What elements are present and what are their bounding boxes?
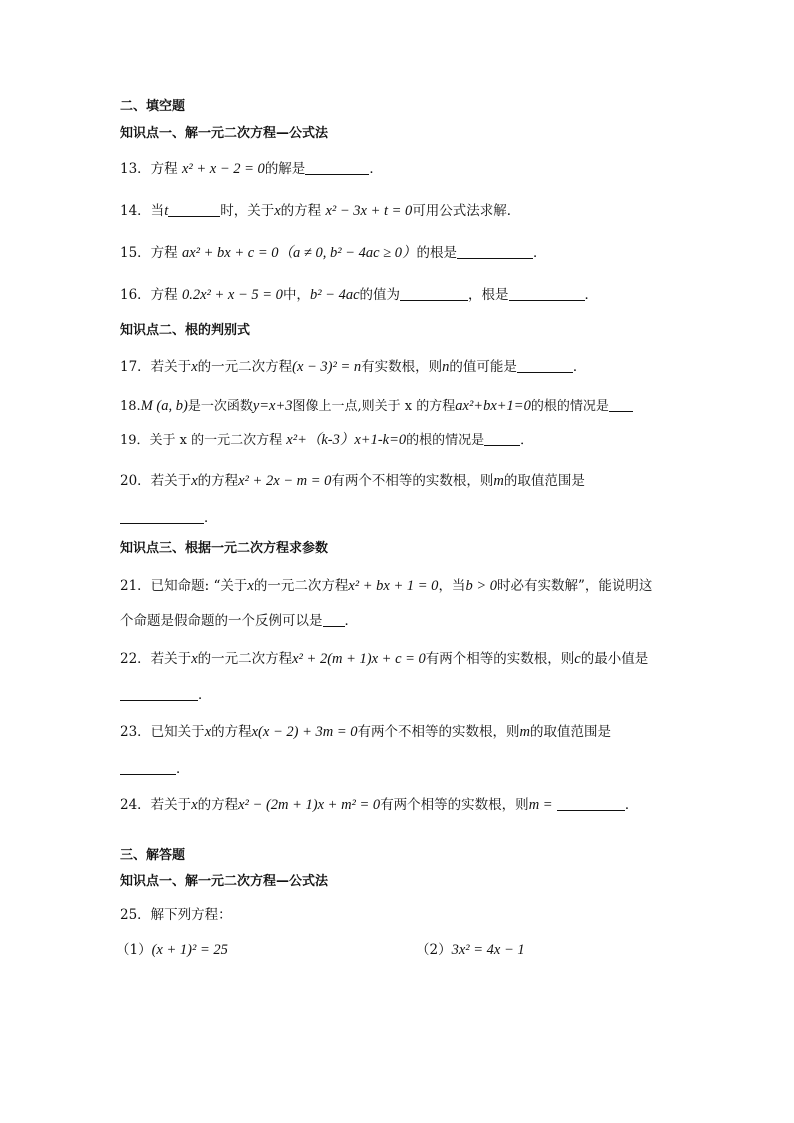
- q14-var: t: [164, 203, 169, 219]
- question-23-answer-line: [120, 760, 190, 778]
- q19-end: ．: [520, 433, 534, 448]
- q19-label: 19．关于 x 的一元二次方程: [120, 433, 283, 448]
- q19-tail: 的根的情况是: [406, 433, 485, 448]
- q19-blank[interactable]: [484, 431, 520, 446]
- q22-mid: 的一元二次方程: [197, 651, 293, 667]
- q18-tail: 的根的情况是: [530, 399, 609, 414]
- q23-mid2: 有两个不相等的实数根，则: [357, 724, 520, 740]
- q18-blank[interactable]: [609, 397, 633, 412]
- q23-blank[interactable]: [120, 760, 176, 775]
- question-19: [120, 431, 533, 450]
- question-22: [120, 650, 648, 668]
- q22-end: ．: [198, 687, 212, 703]
- q23-var2: m: [519, 724, 530, 740]
- knowledge-point-3: 知识点三、根据一元二次方程求参数: [120, 541, 329, 556]
- question-21-line-2: [120, 612, 358, 630]
- q18-label: 18.: [120, 399, 141, 414]
- question-25-part-2: [416, 941, 525, 959]
- q25-part1-equation: (x + 1)² = 25: [151, 942, 228, 958]
- q21-var: x: [247, 578, 254, 594]
- q17-tail: 的值可能是: [449, 359, 517, 375]
- q20-blank[interactable]: [120, 509, 204, 524]
- q13-equation: x² + x − 2 = 0: [181, 161, 265, 177]
- q23-mid: 的方程: [211, 724, 252, 740]
- q18-mid2: 图像上一点,则关于 x 的方程: [292, 399, 456, 414]
- q24-label: 24．若关于: [120, 797, 192, 813]
- q14-equation: x² − 3x + t = 0: [325, 203, 413, 219]
- q25-label: 25．解下列方程：: [120, 907, 232, 923]
- q23-end: ．: [176, 761, 190, 777]
- q21-condition: b > 0: [465, 578, 497, 594]
- question-20: [120, 472, 585, 490]
- q15-equation: ax² + bx + c = 0: [181, 245, 279, 261]
- question-15: [120, 244, 546, 262]
- q21-blank[interactable]: [323, 612, 345, 627]
- q23-equation: x(x − 2) + 3m = 0: [251, 724, 358, 740]
- q24-equation: x² − (2m + 1)x + m² = 0: [238, 797, 381, 813]
- q20-var: x: [191, 473, 198, 489]
- q20-var2: m: [493, 473, 504, 489]
- q17-mid2: 有实数根，则: [361, 359, 443, 375]
- q16-equation: 0.2x² + x − 5 = 0: [181, 287, 283, 303]
- question-24: [120, 796, 638, 814]
- q18-point: M (a, b): [140, 398, 188, 414]
- q21-mid2: ，当: [438, 578, 466, 594]
- section-answer: 三、解答题: [120, 848, 186, 863]
- q20-mid: 的方程: [197, 473, 239, 489]
- q20-equation: x² + 2x − m = 0: [238, 473, 332, 489]
- q24-end: ．: [624, 797, 639, 813]
- q16-mid2: 的值为: [359, 287, 401, 303]
- q15-condition: （a ≠ 0, b² − 4ac ≥ 0）: [278, 245, 417, 261]
- q21-mid: 的一元二次方程: [253, 578, 349, 594]
- q17-label: 17．若关于: [120, 359, 192, 375]
- knowledge-point-4: 知识点一、解一元二次方程—公式法: [120, 874, 329, 889]
- q22-mid2: 有两个相等的实数根，则: [425, 651, 575, 667]
- knowledge-point-2: 知识点二、根的判别式: [120, 323, 251, 338]
- q14-blank[interactable]: [168, 202, 220, 217]
- q18-function: y=x+3: [252, 398, 293, 414]
- question-23: [120, 723, 611, 741]
- q17-var: x: [191, 359, 198, 375]
- q16-end: ．: [584, 287, 599, 303]
- q20-label: 20．若关于: [120, 473, 192, 489]
- q13-tail: 的解是: [264, 161, 306, 177]
- q22-tail: 的最小值是: [580, 651, 649, 667]
- q15-label: 15．方程: [120, 245, 178, 261]
- question-22-answer-line: [120, 686, 212, 704]
- q16-mid: 中，: [282, 287, 310, 303]
- q16-label: 16．方程: [120, 287, 178, 303]
- q21-tail: 时必有实数解”，能说明这: [496, 578, 653, 594]
- q15-tail: 的根是: [416, 245, 457, 261]
- q17-blank[interactable]: [517, 358, 573, 373]
- q13-label: 13．方程: [120, 161, 178, 177]
- question-25: [120, 906, 232, 924]
- q23-label: 23．已知关于: [120, 724, 205, 740]
- question-16: [120, 286, 598, 304]
- question-17: [120, 358, 586, 376]
- q23-tail: 的取值范围是: [529, 724, 611, 740]
- q16-mid3: ，根是: [468, 287, 509, 303]
- q21-line2: 个命题是假命题的一个反例可以是: [120, 613, 323, 629]
- q17-mid: 的一元二次方程: [197, 359, 293, 375]
- q20-mid2: 有两个不相等的实数根，则: [331, 473, 494, 489]
- q14-label: 14．当: [120, 203, 165, 219]
- section-fill-blank: 二、填空题: [120, 99, 186, 114]
- question-14: [120, 202, 520, 220]
- q16-blank-2[interactable]: [509, 286, 585, 301]
- q15-end: ．: [532, 245, 547, 261]
- q14-var2: x: [274, 203, 281, 219]
- q24-mid: 的方程: [197, 797, 239, 813]
- q17-var2: n: [442, 359, 450, 375]
- q16-expression: b² − 4ac: [309, 287, 360, 303]
- q18-equation: ax²+bx+1=0: [455, 398, 531, 414]
- q17-equation: (x − 3)² = n: [292, 359, 362, 375]
- q22-label: 22．若关于: [120, 651, 192, 667]
- question-25-part-1: [116, 941, 228, 959]
- q24-blank[interactable]: [557, 796, 625, 811]
- q24-equation-2: m =: [528, 797, 553, 813]
- q18-mid: 是一次函数: [187, 399, 253, 414]
- q24-mid2: 有两个相等的实数根，则: [380, 797, 529, 813]
- q22-var2: c: [574, 651, 581, 667]
- q22-blank[interactable]: [120, 686, 198, 701]
- knowledge-point-1: 知识点一、解一元二次方程—公式法: [120, 126, 329, 141]
- question-21: [120, 577, 652, 595]
- q13-blank[interactable]: [305, 160, 369, 175]
- q14-mid: 时，关于: [220, 203, 275, 219]
- q15-blank[interactable]: [457, 244, 533, 259]
- q14-mid2: 的方程: [280, 203, 322, 219]
- q16-blank-1[interactable]: [400, 286, 468, 301]
- q22-equation: x² + 2(m + 1)x + c = 0: [292, 651, 426, 667]
- q25-part2-equation: 3x² = 4x − 1: [451, 942, 525, 958]
- q20-tail: 的取值范围是: [503, 473, 585, 489]
- q22-var: x: [191, 651, 198, 667]
- q14-tail: 可用公式法求解．: [412, 203, 521, 219]
- q17-end: ．: [572, 359, 587, 375]
- q19-equation: x²+（k-3）x+1-k=0: [286, 432, 407, 448]
- q23-var: x: [204, 724, 212, 740]
- question-13: [120, 160, 383, 178]
- q13-end: ．: [369, 161, 383, 177]
- q25-part2-label: （2）: [416, 942, 452, 958]
- q25-part1-label: （1）: [116, 942, 152, 958]
- question-18: [120, 397, 633, 416]
- question-20-answer-line: [120, 509, 218, 527]
- q21-end: ．: [344, 613, 358, 629]
- q21-equation: x² + bx + 1 = 0: [348, 578, 439, 594]
- q24-var: x: [191, 797, 198, 813]
- q21-label: 21．已知命题: “关于: [120, 578, 248, 594]
- q20-end: ．: [204, 510, 218, 526]
